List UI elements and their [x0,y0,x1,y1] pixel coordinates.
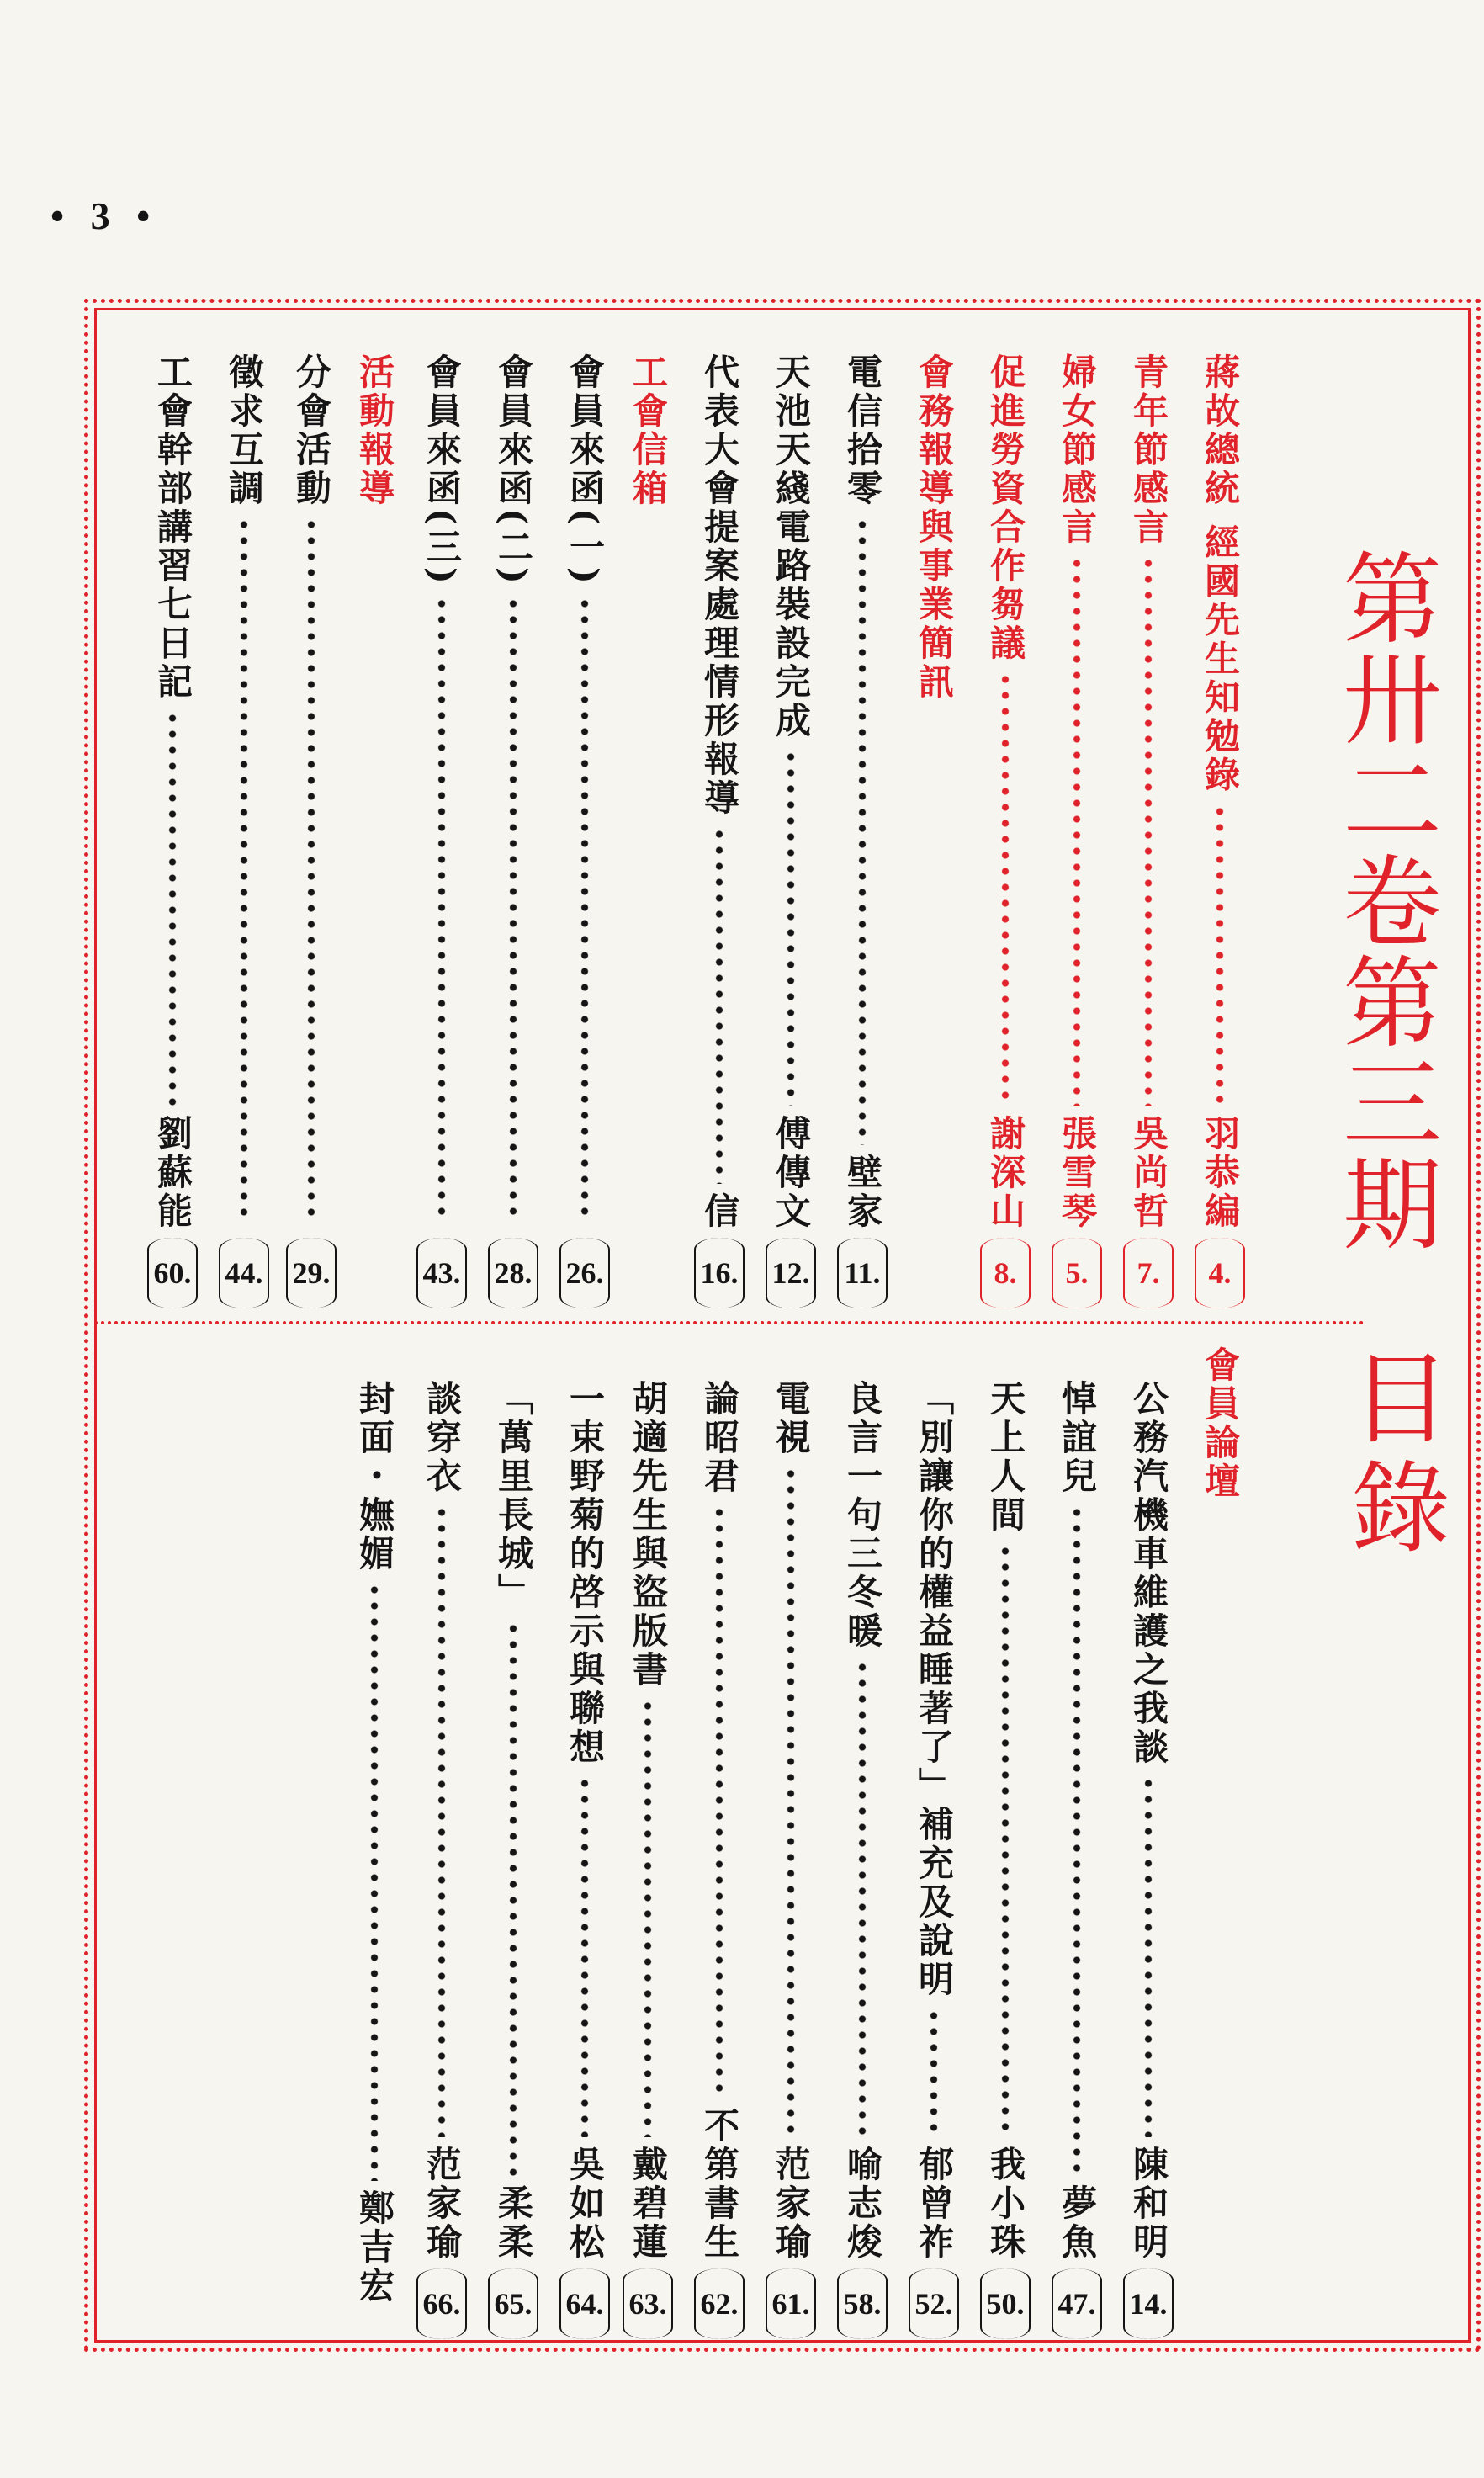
toc-entry[interactable] [559,353,610,1308]
entry-page: 28. [488,1238,538,1308]
entry-page: 11. [837,1238,888,1308]
entry-page: 5. [1052,1238,1102,1308]
dot-leader [349,1582,400,2181]
entry-author: 羽恭編 [1200,1115,1241,1231]
entry-title: 天池天綫電路裝設完成 [771,353,812,740]
entry-author: 傅傳文 [771,1115,812,1231]
entry-page: 63. [623,2268,673,2339]
entry-title: 談穿衣 [421,1380,463,1496]
entry-page: 44. [219,1238,269,1308]
entry-page: 7. [1123,1238,1174,1308]
entry-page: 4. [1195,1238,1245,1308]
toc-entry[interactable] [559,1380,610,2339]
entry-title: 分會活動 [291,353,332,508]
dot-leader [1052,555,1102,1106]
dot-leader [1123,1775,1174,2137]
toc-entry[interactable] [147,353,198,1308]
entry-page: 60. [147,1238,198,1308]
entry-page: 47. [1052,2268,1102,2339]
dot-leader [694,1504,745,2099]
entry-page: 65. [488,2268,538,2339]
entry-page: 64. [559,2268,610,2339]
dot-leader [837,517,888,1145]
entry-author: 范家瑜 [421,2146,463,2262]
entry-author: 戴碧蓮 [628,2146,669,2262]
entry-title: 「別讓你的權益睡著了」補充及說明 [914,1380,955,1999]
entry-title: 良言一句三冬暖 [842,1380,883,1651]
toc-entry[interactable] [416,1380,467,2339]
entry-page: 66. [416,2268,467,2339]
entry-title: 會員來函(一) [564,353,606,587]
entry-title: 「萬里長城」 [493,1380,534,1612]
toc-entry[interactable] [1195,353,1245,1308]
entry-page: 12. [766,1238,816,1308]
entry-title: 公務汽機車維護之我談 [1128,1380,1169,1767]
entry-title: 胡適先生與盜版書 [628,1380,669,1690]
toc-entry[interactable] [694,353,745,1308]
dot-leader [219,517,269,1223]
entry-title: 電視 [771,1380,812,1457]
dot-leader [1052,1504,1102,2176]
dot-leader [766,749,816,1106]
section-heading-activities: 活動報導 [354,353,395,508]
dot-leader [623,1698,673,2137]
toc-entry[interactable] [286,353,337,1308]
dot-leader [980,1543,1031,2137]
entry-author: 陳和明 [1128,2146,1169,2262]
entry-author: 夢魚 [1057,2184,1098,2262]
entry-author: 范家瑜 [771,2146,812,2262]
section-heading-forum: 會員論壇 [1200,1346,1241,1501]
toc-entry[interactable] [623,1380,673,2339]
section-heading-business: 會務報導與事業簡訊 [914,353,955,702]
entry-page: 62. [694,2268,745,2339]
entry-author: 信 [699,1192,740,1231]
toc-entry[interactable] [1052,353,1102,1308]
toc-entry[interactable] [980,1380,1031,2339]
entry-author: 壁家 [842,1154,883,1231]
dot-leader [286,517,337,1223]
section-divider [94,1321,1365,1324]
entry-title: 代表大會提案處理情形報導 [699,353,740,818]
entry-title: 悼誼兒 [1057,1380,1098,1496]
entry-author: 我小珠 [985,2146,1026,2262]
entry-author: 喻志焌 [842,2146,883,2262]
toc-title: 目錄 [1334,1346,1450,1565]
toc-entry[interactable] [766,1380,816,2339]
entry-title: 徵求互調 [224,353,265,508]
entry-title: 會員來函(二) [493,353,534,587]
toc-entry[interactable] [1123,353,1174,1308]
entry-title: 電信拾零 [842,353,883,508]
toc-entry[interactable] [980,353,1031,1308]
dot-leader [694,826,745,1184]
toc-entry[interactable] [488,353,538,1308]
entry-author: 鄭吉宏 [354,2189,395,2306]
dot-leader [559,1775,610,2137]
entry-page: 8. [980,1238,1031,1308]
dot-leader [488,1621,538,2176]
toc-entry[interactable] [766,353,816,1308]
entry-title: 青年節感言 [1128,353,1169,547]
dot-leader [147,710,198,1106]
entry-page: 61. [766,2268,816,2339]
entry-author: 吳如松 [564,2146,606,2262]
entry-title: 天上人間 [985,1380,1026,1535]
dot-leader [980,671,1031,1106]
dot-leader [909,2008,959,2137]
entry-title: 會員來函(三) [421,353,463,587]
entry-page: 26. [559,1238,610,1308]
entry-title: 工會幹部講習七日記 [152,353,193,702]
toc-entry[interactable] [349,1380,400,2306]
entry-page: 58. [837,2268,888,2339]
entry-author: 謝深山 [985,1115,1026,1231]
dot-leader [416,596,467,1223]
toc-entry[interactable] [837,353,888,1308]
dot-leader [766,1466,816,2137]
entry-page: 50. [980,2268,1031,2339]
dot-leader [837,1659,888,2137]
dot-leader [488,596,538,1223]
toc-entry[interactable] [694,1380,745,2339]
entry-page: 52. [909,2268,959,2339]
dot-leader [559,596,610,1223]
section-heading-mailbox: 工會信箱 [628,353,669,508]
dot-leader [1195,804,1245,1106]
entry-title: 一束野菊的啓示與聯想 [564,1380,606,1767]
entry-title: 婦女節感言 [1057,353,1098,547]
issue-title: 第卅二卷第三期 [1326,547,1442,1254]
entry-title: 蔣故總統 經國先生知勉錄 [1200,353,1241,795]
entry-page: 16. [694,1238,745,1308]
entry-author: 吳尚哲 [1128,1115,1169,1231]
entry-title: 促進勞資合作芻議 [985,353,1026,663]
entry-title: 論昭君 [699,1380,740,1496]
entry-author: 張雪琴 [1057,1115,1098,1231]
toc-entry[interactable] [1052,1380,1102,2339]
entry-author: 郁曾祚 [914,2146,955,2262]
entry-author: 劉蘇能 [152,1115,193,1231]
dot-leader [1123,555,1174,1106]
toc-entry[interactable] [488,1380,538,2339]
page-number: • 3 • [50,194,159,237]
dot-leader [416,1504,467,2137]
toc-entry[interactable] [837,1380,888,2339]
entry-page: 43. [416,1238,467,1308]
toc-entry[interactable] [219,353,269,1308]
entry-author: 柔柔 [493,2184,534,2262]
toc-entry[interactable] [416,353,467,1308]
entry-page: 14. [1123,2268,1174,2339]
entry-author: 不第書生 [699,2107,740,2262]
toc-entry[interactable] [909,1380,959,2339]
toc-entry[interactable] [1123,1380,1174,2339]
entry-title: 封面・嫵媚 [354,1380,395,1573]
entry-page: 29. [286,1238,337,1308]
